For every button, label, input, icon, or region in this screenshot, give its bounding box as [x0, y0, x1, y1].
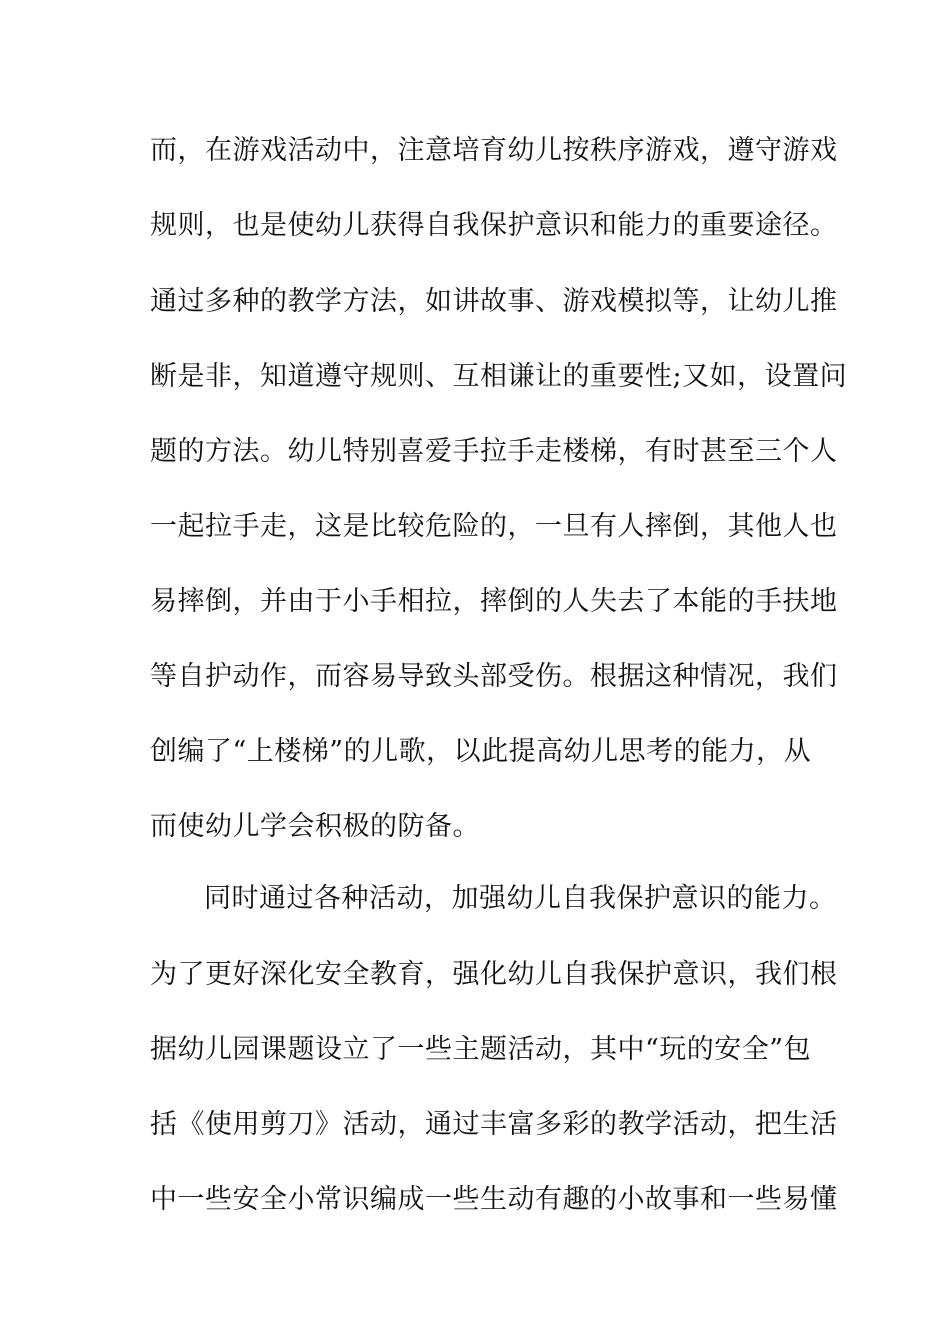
- text-line: 一起拉手走，这是比较危险的，一旦有人摔倒，其他人也: [150, 511, 838, 542]
- text-line: 易摔倒，并由于小手相拉，摔倒的人失去了本能的手扶地: [150, 586, 838, 617]
- text-line: 创编了“上楼梯”的儿歌，以此提高幼儿思考的能力，从: [150, 736, 812, 767]
- text-line: 通过多种的教学方法，如讲故事、游戏模拟等，让幼儿推: [150, 286, 838, 317]
- text-line: 断是非，知道遵守规则、互相谦让的重要性;又如，设置问: [150, 361, 848, 392]
- text-line: 题的方法。幼儿特别喜爱手拉手走楼梯，有时甚至三个人: [150, 436, 838, 467]
- text-line: 而使幼儿学会积极的防备。: [150, 811, 480, 842]
- text-line: 规则，也是使幼儿获得自我保护意识和能力的重要途径。: [150, 210, 838, 241]
- text-line: 等自护动作，而容易导致头部受伤。根据这种情况，我们: [150, 661, 838, 692]
- text-line: 中一些安全小常识编成一些生动有趣的小故事和一些易懂: [150, 1184, 838, 1215]
- text-line: 而，在游戏活动中，注意培育幼儿按秩序游戏，遵守游戏: [150, 135, 838, 166]
- text-line: 为了更好深化安全教育，强化幼儿自我保护意识，我们根: [150, 959, 838, 990]
- paragraph-first-line: 同时通过各种活动，加强幼儿自我保护意识的能力。: [204, 883, 837, 914]
- text-line: 括《使用剪刀》活动，通过丰富多彩的教学活动，把生活: [150, 1109, 838, 1140]
- text-line: 据幼儿园课题设立了一些主题活动，其中“玩的安全”包: [150, 1034, 812, 1065]
